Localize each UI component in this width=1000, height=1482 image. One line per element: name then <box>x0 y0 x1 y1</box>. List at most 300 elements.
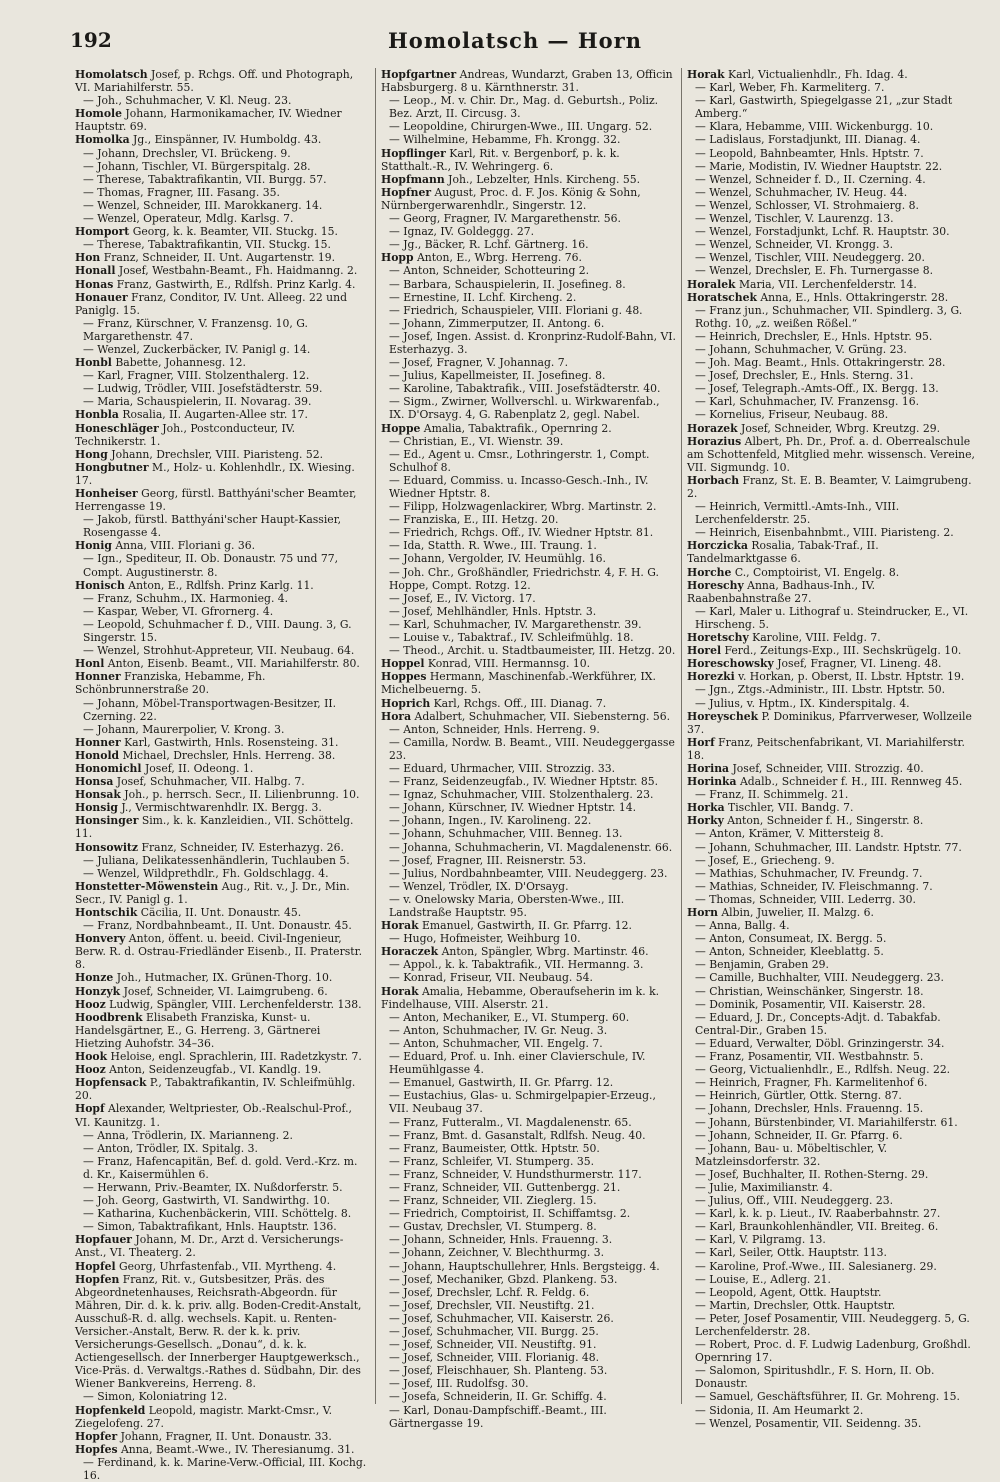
entry-details: — Emanuel, Gastwirth, II. Gr. Pfarrg. 12. <box>389 1076 614 1090</box>
entry-surname: Hoprich <box>381 696 431 710</box>
entry-details: — Karoline, Prof.-Wwe., III. Salesianerg. 29. <box>695 1259 937 1273</box>
directory-entry <box>75 147 370 160</box>
entry-details: — Karl, V. Pilgramg. 13. <box>695 1233 826 1247</box>
directory-entry <box>75 605 370 618</box>
entry-details: — Heinrich, Fragner, Fh. Karmelitenhof 6. <box>695 1076 928 1090</box>
directory-entry <box>75 1443 370 1456</box>
entry-details: — Wenzel, Schneider f. D., II. Czerning. 4. <box>695 172 926 186</box>
directory-entry <box>381 94 677 120</box>
directory-entry <box>75 749 370 762</box>
directory-entry <box>381 173 677 186</box>
entry-details: — Franz, Futteralm., VI. Magdalenenstr. 65. <box>389 1115 632 1129</box>
entry-details: — Leopold, Schuhmacher f. D., VIII. Daung. 3, G. Singerstr. 15. <box>83 617 352 645</box>
directory-entry <box>75 1063 370 1076</box>
entry-details: Anton, Spängler, Wbrg. Martinstr. 46. <box>438 945 649 959</box>
entry-surname: Hook <box>75 1050 108 1064</box>
directory-entry <box>687 304 982 330</box>
entry-surname: Hopfner <box>381 185 432 199</box>
entry-details: — Friedrich, Comptoirist, II. Schiffamtsg. 2. <box>389 1207 631 1221</box>
entry-details: — Johann, Drechsler, VI. Brückeng. 9. <box>83 146 291 160</box>
directory-entry <box>687 225 982 238</box>
entry-details: — Ign., Spediteur, II. Ob. Donaustr. 75 und 77, Compt. Augustinerstr. 8. <box>83 552 339 579</box>
entry-details: Elisabeth Franziska, Kunst- u. Handelsgärtner, E., G. Herreng. 3, Gärtnerei Hietzing Auhofstr. 34–36. <box>75 1010 321 1050</box>
entry-surname: Horinka <box>687 775 737 789</box>
entry-details: — Josef, E., IV. Victorg. 17. <box>389 591 536 605</box>
entry-surname: Honner <box>75 670 121 684</box>
entry-details: Andreas, Wundarzt, Graben 13, Officin Habsburgerg. 8 u. Kärnthnerstr. 31. <box>381 68 673 95</box>
entry-details: — Josef, Ingen. Assist. d. Kronprinz-Rudolf-Bahn, VI. Esterhazyg. 3. <box>389 329 676 356</box>
entry-details: Franz, St. E. B. Beamter, V. Laimgrubeng. 2. <box>687 473 972 500</box>
directory-entry <box>687 919 982 932</box>
entry-surname: Honl <box>75 657 105 671</box>
entry-surname: Hooz <box>75 1063 106 1077</box>
entry-details: Albert, Ph. Dr., Prof. a. d. Oberrealschule am Schottenfeld, Mitglied mehr. wissensch. Vereine, VII. Sigmundg. 10. <box>687 434 975 474</box>
entry-details: — Franz, Schneider, VII. Zieglerg. 15. <box>389 1194 597 1208</box>
entry-surname: Honbl <box>75 356 112 370</box>
directory-entry <box>381 605 677 618</box>
entry-details: M., Holz- u. Kohlenhdlr., IX. Wiesing. 17. <box>75 460 355 487</box>
directory-entry <box>687 906 982 919</box>
directory-entry <box>687 422 982 435</box>
entry-details: Johann, M. Dr., Arzt d. Versicherungs-Anst., VI. Theaterg. 2. <box>75 1233 344 1260</box>
entry-details: — Friedrich, Schauspieler, VIII. Floriani g. 48. <box>389 303 643 317</box>
directory-entry <box>687 1207 982 1220</box>
directory-entry <box>381 1207 677 1220</box>
directory-entry <box>75 1129 370 1142</box>
entry-details: — Samuel, Geschäftsführer, II. Gr. Mohreng. 15. <box>695 1390 960 1404</box>
directory-entry <box>381 1194 677 1207</box>
directory-entry <box>687 801 982 814</box>
directory-entry <box>381 1312 677 1325</box>
entry-details: — Johanna, Schuhmacherin, VI. Magdalenenstr. 66. <box>389 840 673 854</box>
entry-surname: Horatschek <box>687 290 757 304</box>
directory-entry <box>687 408 982 421</box>
directory-entry <box>381 932 677 945</box>
directory-entry <box>381 1390 677 1403</box>
entry-details: — Johann, Hauptschullehrer, Hnls. Bergsteigg. 4. <box>389 1259 660 1273</box>
entry-surname: Honze <box>75 971 114 985</box>
entry-surname: Hopfes <box>75 1442 118 1456</box>
entry-details: — Johann, Schuhmacher, VIII. Benneg. 13. <box>389 827 623 841</box>
entry-details: — Gustav, Drechsler, VI. Stumperg. 8. <box>389 1220 597 1234</box>
directory-entry <box>75 1102 370 1128</box>
entry-details: — Josef, Schuhmacher, VII. Burgg. 25. <box>389 1325 599 1338</box>
directory-entry <box>381 710 677 723</box>
entry-details: — Sigm., Zwirner, Wollverschl. u. Wirkwarenfab., IX. D'Orsayg. 4, G. Rabenplatz 2, gegl. Nabel. <box>389 395 660 422</box>
directory-entry <box>381 1076 677 1089</box>
entry-details: P., Tabaktrafikantin, IV. Schleifmühlg. 20. <box>75 1076 356 1103</box>
entry-surname: Horf <box>687 735 715 749</box>
directory-entry <box>687 94 982 120</box>
entry-details: — Josef, Schuhmacher, VII. Kaiserstr. 26. <box>389 1311 614 1325</box>
entry-details: Joh., Lebzelter, Hnls. Kircheng. 55. <box>444 172 640 186</box>
entry-details: Josef, p. Rchgs. Off. und Photograph, VI. Mariahilferstr. 55. <box>75 68 354 95</box>
directory-entry <box>75 133 370 146</box>
directory-entry <box>381 382 677 395</box>
entry-details: — Wenzel, Tischler, VIII. Neudeggerg. 20. <box>695 251 925 265</box>
entry-surname: Hong <box>75 447 108 461</box>
entry-details: — Karl, Donau-Dampfschiff.-Beamt., III. Gärtnergasse 19. <box>389 1403 607 1430</box>
directory-entry <box>381 1260 677 1273</box>
directory-entry <box>381 1181 677 1194</box>
directory-entry <box>687 264 982 277</box>
entry-surname: Hopfel <box>75 1259 116 1273</box>
directory-entry <box>75 68 370 94</box>
directory-entry <box>687 841 982 854</box>
directory-entry <box>381 1351 677 1364</box>
directory-entry <box>687 1390 982 1403</box>
entry-details: — Julius, Off., VIII. Neudeggerg. 23. <box>695 1194 894 1208</box>
entry-details: Aug., Rit. v., J. Dr., Min. Secr., IV. Panigl g. 1. <box>75 879 350 906</box>
entry-details: — Franz, Kürschner, V. Franzensg. 10, G. Margarethenstr. 47. <box>83 316 308 343</box>
entry-surname: Horn <box>687 906 718 919</box>
entry-details: — Karl, k. k. p. Lieut., IV. Raaberbahnstr. 27. <box>695 1207 941 1221</box>
entry-surname: Hora <box>381 709 412 723</box>
entry-details: — Christian, E., VI. Wienstr. 39. <box>389 434 564 448</box>
entry-details: — Wenzel, Strohhut-Appreteur, VII. Neubaug. 64. <box>83 644 355 658</box>
directory-entry <box>687 1050 982 1063</box>
entry-details: — Anton, Schneider, Hnls. Herreng. 9. <box>389 722 600 736</box>
directory-entry <box>75 880 370 906</box>
entry-details: — Wilhelmine, Hebamme, Fh. Krongg. 32. <box>389 133 621 147</box>
entry-surname: Honsig <box>75 801 118 815</box>
entry-details: C., Comptoirist, VI. Engelg. 8. <box>731 565 900 579</box>
directory-entry <box>75 775 370 788</box>
entry-details: — Franziska, E., III. Hetzg. 20. <box>389 513 559 527</box>
entry-details: — Eduard, Prof. u. Inh. einer Clavierschule, IV. Heumühlgasse 4. <box>389 1050 646 1077</box>
entry-details: Sim., k. k. Kanzleidien., VII. Schöttelg. 11. <box>75 814 354 841</box>
entry-details: — Ernestine, II. Lchf. Kircheng. 2. <box>389 290 577 304</box>
entry-details: — Herwann, Priv.-Beamter, IX. Nußdorferstr. 5. <box>83 1180 343 1194</box>
entry-surname: Honstetter-Möwenstein <box>75 879 219 893</box>
entry-details: Anton, öffent. u. beeid. Civil-Ingenieur, Berw. R. d. Ostrau-Friedländer Eisenb., II. Praterstr. 8. <box>75 932 363 972</box>
entry-details: August, Proc. d. F. Jos. König & Sohn, Nürnbergerwarenhdlr., Singerstr. 12. <box>381 185 641 212</box>
directory-entry <box>75 539 370 552</box>
entry-details: — Josef, Fleischhauer, Sh. Planteng. 53. <box>389 1364 608 1378</box>
entry-details: — Franz, Schleifer, VI. Stumperg. 35. <box>389 1154 595 1168</box>
entry-details: — Karl, Schuhmacher, IV. Franzensg. 16. <box>695 395 920 409</box>
entry-details: — Josef, E., Griecheng. 9. <box>695 853 835 867</box>
entry-details: — Anna, Trödlerin, IX. Marianneng. 2. <box>83 1128 293 1142</box>
directory-entry <box>687 1181 982 1194</box>
directory-entry <box>687 1116 982 1129</box>
entry-details: Josef, Westbahn-Beamt., Fh. Haidmanng. 2. <box>115 264 358 278</box>
entry-details: Amalia, Tabaktrafik., Opernring 2. <box>420 421 612 435</box>
directory-entry <box>687 1129 982 1142</box>
directory-entry <box>75 1404 370 1430</box>
directory-entry <box>687 1338 982 1364</box>
entry-details: — Josef, III. Rudolfsg. 30. <box>389 1377 529 1391</box>
entry-details: — Franz, Schneider, VII. Guttenbergg. 21. <box>389 1180 621 1194</box>
entry-details: Georg, fürstl. Batthyáni'scher Beamter, Herrengasse 19. <box>75 487 357 514</box>
directory-entry <box>381 618 677 631</box>
directory-entry <box>381 304 677 317</box>
entry-surname: Honsinger <box>75 814 139 828</box>
entry-details: Maria, VII. Lerchenfelderstr. 14. <box>735 277 917 291</box>
entry-details: — Franz, Hafencapitän, Bef. d. gold. Verd.-Krz. m. d. Kr., Kaisermühlen 6. <box>83 1154 358 1181</box>
entry-details: — Thomas, Fragner, III. Fasang. 35. <box>83 185 280 199</box>
entry-details: Jg., Einspänner, IV. Humboldg. 43. <box>129 133 322 147</box>
directory-entry <box>381 1168 677 1181</box>
entry-surname: Horeyschek <box>687 709 759 723</box>
entry-details: — Franz, Baumeister, Ottk. Hptstr. 50. <box>389 1141 600 1155</box>
entry-surname: Hopfer <box>75 1429 118 1443</box>
entry-details: — Wenzel, Schuhmacher, IV. Heug. 44. <box>695 185 908 199</box>
entry-surname: Honsa <box>75 775 114 789</box>
directory-entry <box>687 657 982 670</box>
directory-entry <box>381 238 677 251</box>
entry-details: — Johann, Schneider, Hnls. Frauenng. 3. <box>389 1233 613 1247</box>
entry-details: — Franz, Bmt. d. Gasanstalt, Rdlfsh. Neug. 40. <box>389 1128 646 1142</box>
entry-details: — Anton, Schuhmacher, VII. Engelg. 7. <box>389 1036 603 1050</box>
entry-details: Cäcilia, II. Unt. Donaustr. 45. <box>137 906 302 919</box>
directory-entry <box>75 644 370 657</box>
entry-details: Anna, Beamt.-Wwe., IV. Theresianumg. 31. <box>117 1442 355 1456</box>
entry-details: Hermann, Maschinenfab.-Werkführer, IX. Michelbeuerng. 5. <box>381 670 656 697</box>
entry-details: Josef, Schneider, VIII. Strozzig. 40. <box>729 761 924 775</box>
entry-details: — Karl, Weber, Fh. Karmeliterg. 7. <box>695 81 885 95</box>
directory-entry <box>75 867 370 880</box>
entry-details: — Peter, Josef Posamentir, VIII. Neudeggerg. 5, G. Lerchenfelderstr. 28. <box>695 1311 970 1338</box>
entry-details: — Ludwig, Trödler, VIII. Josefstädterstr. 59. <box>83 382 323 396</box>
directory-entry <box>75 186 370 199</box>
entry-details: Karl, Rchgs. Off., III. Dianag. 7. <box>430 696 607 710</box>
entry-surname: Horel <box>687 644 722 658</box>
entry-details: — Ida, Statth. R. Wwe., III. Traung. 1. <box>389 539 597 553</box>
directory-entry <box>381 317 677 330</box>
directory-entry <box>687 382 982 395</box>
directory-entry <box>381 1155 677 1168</box>
directory-entry <box>687 278 982 291</box>
entry-surname: Honner <box>75 735 121 749</box>
directory-entry <box>687 579 982 605</box>
entry-details: — Wenzel, Schneider, VI. Krongg. 3. <box>695 238 894 252</box>
entry-details: — Johann, Bürstenbinder, VI. Mariahilferstr. 61. <box>695 1115 958 1129</box>
entry-details: — Anton, Consumeat, IX. Bergg. 5. <box>695 932 887 946</box>
entry-details: — Franz, Nordbahnbeamt., II. Unt. Donaustr. 45. <box>83 919 352 933</box>
directory-entry <box>687 1404 982 1417</box>
entry-surname: Hopf <box>75 1102 105 1116</box>
directory-entry <box>687 854 982 867</box>
entry-details: — Karl, Maler u. Lithograf u. Steindrucker, E., VI. Hirscheng. 5. <box>695 604 969 631</box>
directory-entry <box>687 1273 982 1286</box>
directory-entry <box>75 1273 370 1391</box>
entry-surname: Honauer <box>75 290 128 304</box>
directory-entry <box>381 474 677 500</box>
directory-entry <box>687 238 982 251</box>
entry-details: — Ladislaus, Forstadjunkt, III. Dianag. 4. <box>695 133 921 147</box>
entry-surname: Hongbutner <box>75 460 149 474</box>
entry-details: — Karl, Seiler, Ottk. Hauptstr. 113. <box>695 1246 887 1260</box>
directory-entry <box>381 225 677 238</box>
entry-details: Josef, Schneider, VI. Laimgrubeng. 6. <box>120 984 328 998</box>
directory-entry <box>381 841 677 854</box>
directory-entry <box>381 867 677 880</box>
entry-details: Adalbert, Schuhmacher, VII. Siebensterng. 56. <box>411 709 671 723</box>
directory-entry <box>687 1246 982 1259</box>
entry-details: — Wenzel, Operateur, Mdlg. Karlsg. 7. <box>83 212 294 226</box>
directory-entry <box>381 448 677 474</box>
directory-entry <box>381 880 677 893</box>
directory-entry <box>75 1155 370 1181</box>
entry-details: — Anton, Schneider, Kleeblattg. 5. <box>695 945 884 959</box>
entry-details: — Heinrich, Eisenbahnbmt., VIII. Piaristeng. 2. <box>695 526 954 540</box>
directory-entry <box>687 998 982 1011</box>
entry-details: — Friedrich, Rchgs. Off., IV. Wiedner Hptstr. 81. <box>389 526 654 540</box>
entry-surname: Horak <box>381 984 419 998</box>
directory-entry <box>381 958 677 971</box>
directory-entry <box>381 264 677 277</box>
directory-entry <box>687 343 982 356</box>
directory-entry <box>75 173 370 186</box>
directory-entry <box>381 500 677 513</box>
directory-entry <box>687 330 982 343</box>
directory-entry <box>687 893 982 906</box>
entry-details: — Anton, Schuhmacher, IV. Gr. Neug. 3. <box>389 1023 608 1037</box>
directory-entry <box>381 1325 677 1338</box>
entry-surname: Horazius <box>687 434 742 448</box>
entry-details: — Johann, Zeichner, V. Blechthurmg. 3. <box>389 1246 605 1260</box>
entry-details: — Leopold, Bahnbeamter, Hnls. Hptstr. 7. <box>695 146 924 160</box>
entry-details: Ferd., Zeitungs-Exp., III. Sechskrügelg. 10. <box>721 644 962 658</box>
directory-entry <box>687 173 982 186</box>
entry-surname: Honsak <box>75 788 121 802</box>
entry-details: — Georg, Fragner, IV. Margarethenstr. 56. <box>389 212 621 226</box>
entry-details: — Klara, Hebamme, VIII. Wickenburgg. 10. <box>695 120 934 134</box>
directory-entry <box>687 1063 982 1076</box>
directory-entry <box>75 552 370 578</box>
entry-surname: Horche <box>687 565 732 579</box>
directory-entry <box>687 68 982 81</box>
entry-surname: Homport <box>75 225 130 239</box>
entry-details: — Georg, Victualienhdlr., E., Rdlfsh. Neug. 22. <box>695 1063 951 1077</box>
entry-details: Karoline, VIII. Feldg. 7. <box>748 631 881 645</box>
entry-details: Karl, Rit. v. Bergenborf, p. k. k. Statthalt.-R., IV. Wehringerg. 6. <box>381 146 620 173</box>
entry-surname: Horezki <box>687 670 735 684</box>
directory-entry <box>687 1102 982 1115</box>
entry-details: — Anton, Trödler, IX. Spitalg. 3. <box>83 1141 258 1155</box>
entry-details: — Robert, Proc. d. F. Ludwig Ladenburg, Großhdl. Opernring 17. <box>695 1338 971 1365</box>
entry-details: — Karl, Gastwirth, Spiegelgasse 21, „zur Stadt Amberg.“ <box>695 94 953 121</box>
directory-entry <box>381 1273 677 1286</box>
entry-details: — Heinrich, Vermittl.-Amts-Inh., VIII. Lerchenfelderstr. 25. <box>695 500 900 527</box>
directory-entry <box>75 841 370 854</box>
entry-details: — Ed., Agent u. Cmsr., Lothringerstr. 1, Compt. Schulhof 8. <box>389 447 650 474</box>
entry-details: — Josef, Telegraph.-Amts-Off., IX. Bergg. 13. <box>695 382 939 396</box>
entry-details: Franziska, Hebamme, Fh. Schönbrunnerstraße 20. <box>75 670 266 697</box>
entry-details: — Kornelius, Friseur, Neubaug. 88. <box>695 408 889 422</box>
entry-details: — Hugo, Hofmeister, Weihburg 10. <box>389 932 581 946</box>
entry-details: Anton, Seidenzeugfab., VI. Kandlg. 19. <box>105 1063 322 1077</box>
entry-surname: Horaczek <box>381 945 439 959</box>
entry-details: — Camilla, Nordw. B. Beamt., VIII. Neudeggergasse 23. <box>389 735 675 762</box>
directory-entry <box>75 985 370 998</box>
entry-surname: Hontschik <box>75 906 138 919</box>
directory-entry <box>75 225 370 238</box>
entry-details: — Ignaz, IV. Goldeggg. 27. <box>389 225 535 239</box>
directory-entry <box>687 670 982 683</box>
directory-entry <box>75 1233 370 1259</box>
entry-details: Karl, Gastwirth, Hnls. Rosensteing. 31. <box>120 735 339 749</box>
entry-details: P. Dominikus, Pfarrverweser, Wollzeile 37. <box>687 709 972 736</box>
entry-details: — Simon, Koloniatring 12. <box>83 1390 228 1404</box>
directory-entry <box>75 343 370 356</box>
directory-entry <box>381 435 677 448</box>
entry-details: Georg, Uhrfastenfab., VII. Myrtheng. 4. <box>115 1259 337 1273</box>
entry-surname: Hopflinger <box>381 146 446 160</box>
directory-entry <box>75 762 370 775</box>
entry-details: Anton, Schneider f. H., Singerstr. 8. <box>723 814 924 828</box>
directory-entry <box>687 1076 982 1089</box>
directory-entry <box>687 435 982 474</box>
directory-entry <box>75 1076 370 1102</box>
entry-details: — Joh., Schuhmacher, V. Kl. Neug. 23. <box>83 94 292 108</box>
entry-details: Johann, Harmonikamacher, IV. Wiedner Hauptstr. 69. <box>75 107 342 134</box>
directory-entry <box>381 985 677 1011</box>
directory-entry <box>687 736 982 762</box>
directory-entry <box>687 683 982 696</box>
entry-details: Josef, Schuhmacher, VII. Halbg. 7. <box>113 775 305 789</box>
entry-surname: Homolka <box>75 133 130 147</box>
entry-details: Anton, Eisenb. Beamt., VII. Mariahilferstr. 80. <box>104 657 360 671</box>
directory-entry <box>75 1050 370 1063</box>
entry-details: Franz, Schneider, IV. Esterhazyg. 26. <box>138 840 344 854</box>
directory-entry <box>687 631 982 644</box>
directory-entry <box>687 81 982 94</box>
entry-details: — Josef, Drechsler, VII. Neustiftg. 21. <box>389 1298 595 1312</box>
entry-details: — Thomas, Schneider, VIII. Lederrg. 30. <box>695 892 916 906</box>
entry-details: — Eduard, Uhrmacher, VIII. Strozzig. 33. <box>389 761 616 775</box>
directory-entry <box>75 461 370 487</box>
entry-details: — Johann, Schuhmacher, V. Grüng. 23. <box>695 342 907 356</box>
entry-details: — Jgn., Ztgs.-Administr., III. Lbstr. Hptstr. 50. <box>695 683 946 697</box>
entry-details: — Eduard, J. Dr., Concepts-Adjt. d. Tabakfab. Central-Dir., Graben 15. <box>695 1010 941 1037</box>
directory-entry <box>687 251 982 264</box>
directory-entry <box>75 382 370 395</box>
directory-entry <box>381 552 677 565</box>
directory-entry <box>687 291 982 304</box>
directory-entry <box>75 408 370 421</box>
entry-details: Konrad, VIII. Hermannsg. 10. <box>424 657 591 671</box>
directory-entry <box>381 657 677 670</box>
directory-entry <box>381 1364 677 1377</box>
entry-details: Anton, E., Rdlfsh. Prinz Karlg. 11. <box>124 578 314 592</box>
directory-entry <box>75 369 370 382</box>
directory-entry <box>75 264 370 277</box>
entry-details: — Wenzel, Wildprethdlr., Fh. Goldschlagg. 4. <box>83 866 329 880</box>
entry-details: — Karl, Schuhmacher, IV. Margarethenstr. 39. <box>389 617 642 631</box>
directory-entry <box>687 186 982 199</box>
entry-surname: Horbach <box>687 473 740 487</box>
directory-entry <box>381 814 677 827</box>
directory-entry <box>75 160 370 173</box>
entry-details: Tischler, VII. Bandg. 7. <box>724 801 854 815</box>
entry-details: — Wenzel, Drechsler, E. Fh. Turnergasse 8. <box>695 264 934 278</box>
entry-details: — Josefa, Schneiderin, II. Gr. Schiffg. 4. <box>389 1390 607 1404</box>
directory-entry <box>381 356 677 369</box>
directory-entry <box>75 998 370 1011</box>
entry-surname: Horazek <box>687 421 738 435</box>
entry-details: — Karl, Braunkohlenhändler, VII. Breiteg. 6. <box>695 1220 939 1234</box>
entry-details: Joh., Hutmacher, IX. Grünen-Thorg. 10. <box>113 971 333 985</box>
entry-details: — Juliana, Delikatessenhändlerin, Tuchlauben 5. <box>83 853 350 867</box>
column-2 <box>375 68 682 1430</box>
directory-entry <box>75 788 370 801</box>
entry-surname: Horeschowsky <box>687 657 774 671</box>
directory-entry <box>687 1194 982 1207</box>
directory-entry <box>381 723 677 736</box>
directory-entry <box>381 513 677 526</box>
